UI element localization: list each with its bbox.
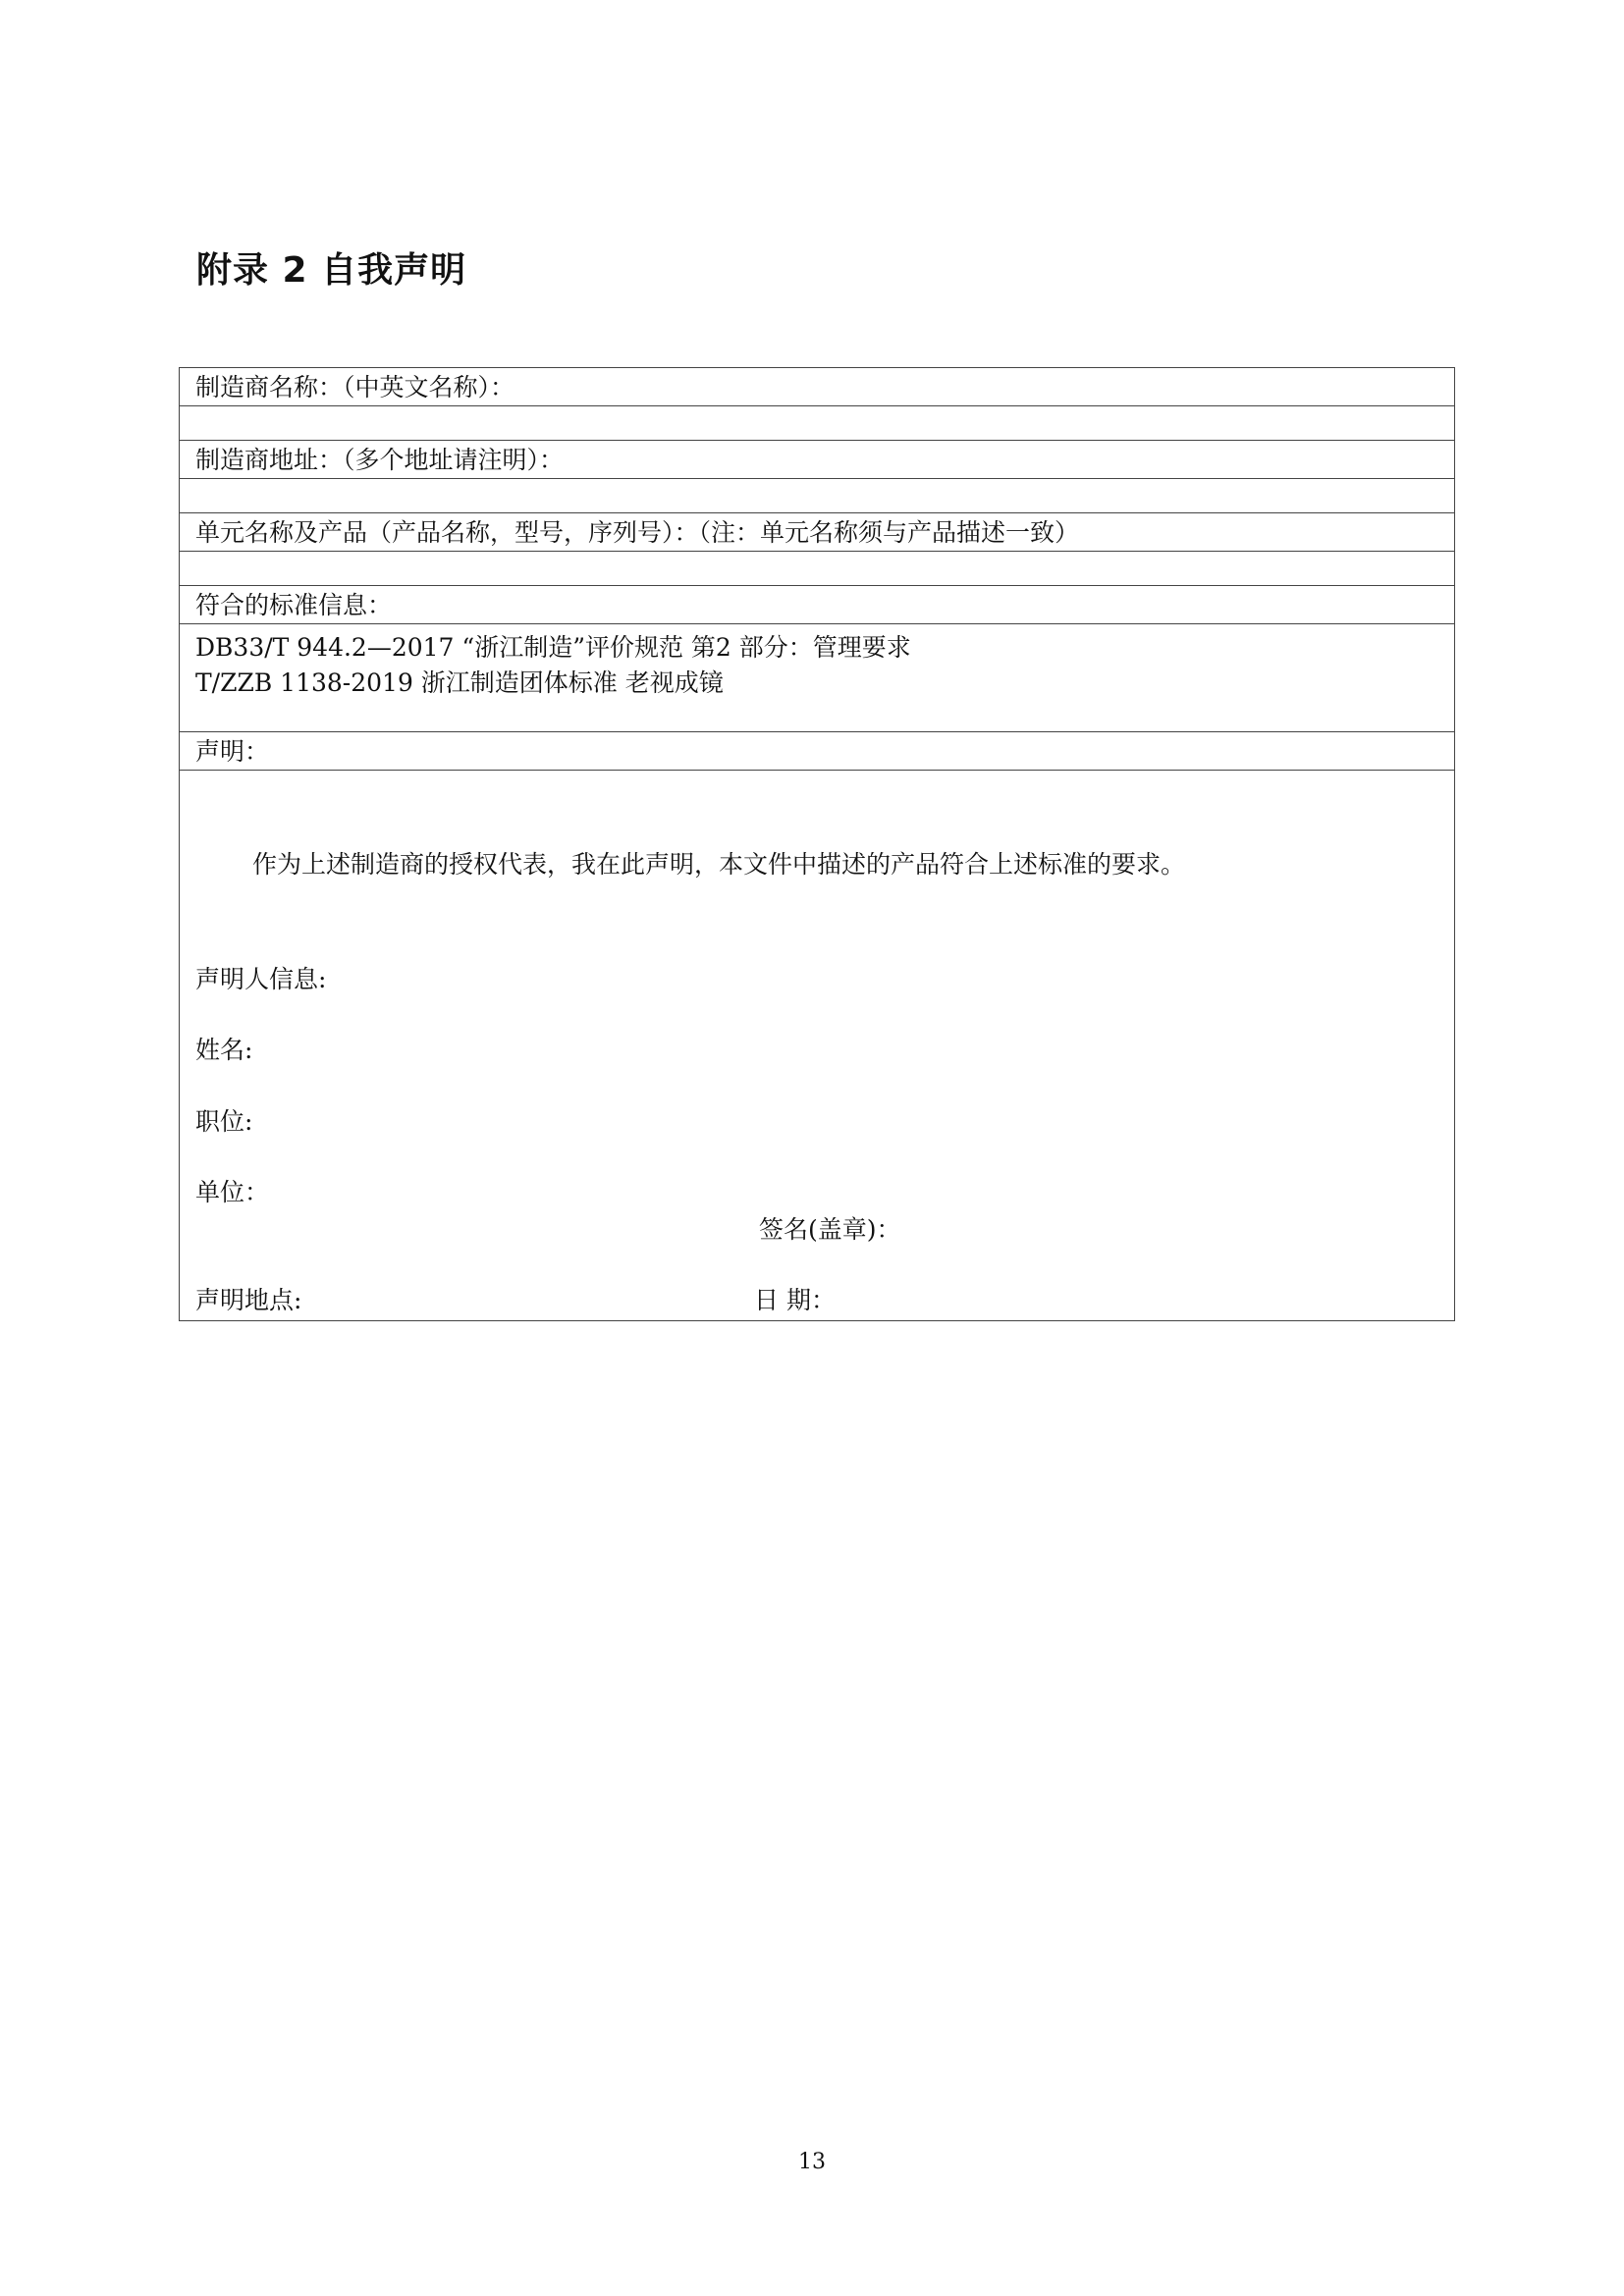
standards-list — [180, 624, 1454, 732]
manufacturer-name-field[interactable] — [180, 406, 1454, 441]
standards-label: 符合的标准信息： — [195, 591, 393, 619]
standard-item: DB33/T 944.2—2017 “浙江制造”评价规范 第2 部分：管理要求 — [195, 633, 911, 662]
declaration-label-row — [180, 732, 1454, 771]
manufacturer-address-field[interactable] — [180, 479, 1454, 513]
manufacturer-name-label: 制造商名称：（中英文名称）： — [195, 373, 515, 401]
manufacturer-address-label: 制造商地址：（多个地址请注明）： — [195, 446, 565, 474]
date-label: 日 期： — [754, 1286, 836, 1314]
standards-label-row — [180, 586, 1454, 624]
signature-label: 签名(盖章)： — [759, 1215, 901, 1244]
manufacturer-name-row — [180, 368, 1454, 406]
unit-product-field[interactable] — [180, 552, 1454, 586]
declaration-label: 声明： — [195, 737, 270, 766]
unit-product-row — [180, 513, 1454, 552]
position-label: 职位: — [195, 1107, 253, 1136]
page-number: 13 — [798, 2150, 826, 2174]
place-label: 声明地点: — [195, 1286, 302, 1314]
declaration-body — [180, 771, 1454, 1320]
unit-label: 单位： — [195, 1178, 270, 1206]
page-title: 附录 2 自我声明 — [196, 250, 467, 291]
declaration-text: 作为上述制造商的授权代表，我在此声明，本文件中描述的产品符合上述标准的要求。 — [252, 850, 1186, 879]
declarant-info-label: 声明人信息: — [195, 965, 327, 993]
self-declaration-form — [179, 367, 1455, 1321]
name-label: 姓名: — [195, 1036, 253, 1064]
standard-item: T/ZZB 1138-2019 浙江制造团体标准 老视成镜 — [195, 668, 724, 697]
unit-product-label: 单元名称及产品（产品名称，型号，序列号）：（注：单元名称须与产品描述一致） — [195, 518, 1080, 547]
manufacturer-address-row — [180, 441, 1454, 479]
